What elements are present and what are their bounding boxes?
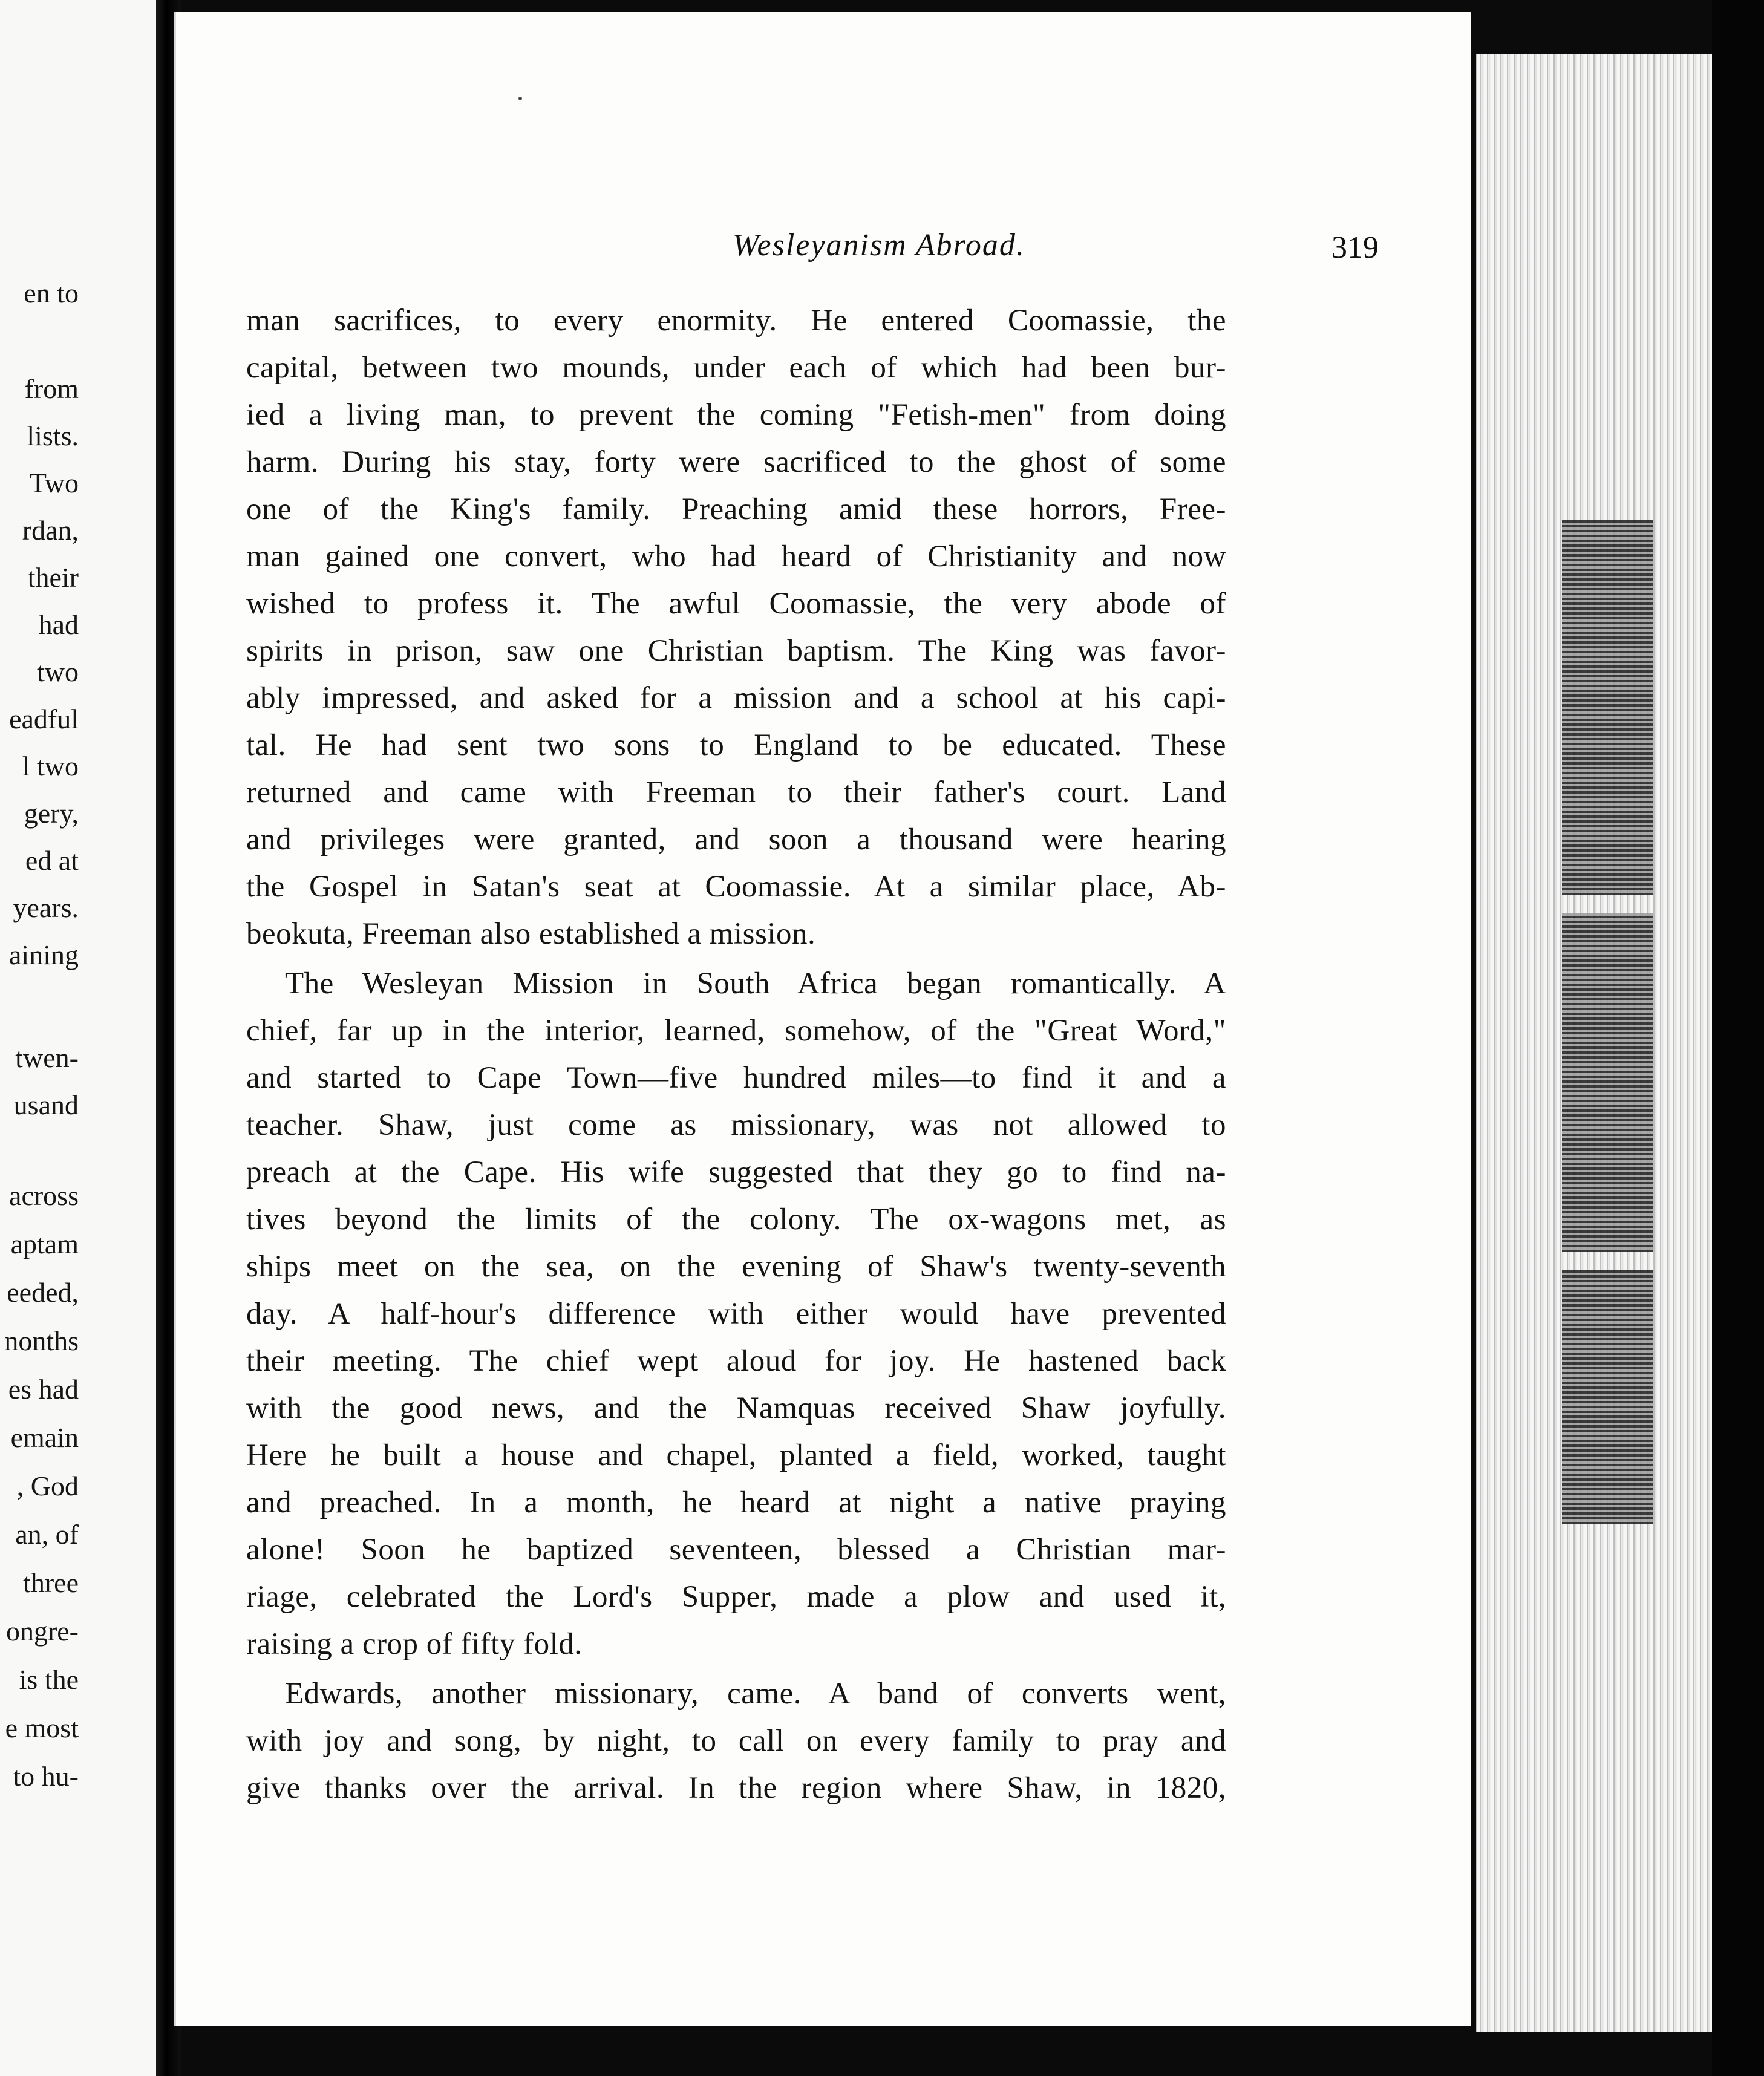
book-fore-edge [1476, 54, 1713, 2032]
body-line: day. A half-hour's difference with either would have prevented [246, 1297, 1226, 1331]
body-line: and preached. In a month, he heard at night a native praying [246, 1486, 1226, 1519]
left-page-line: their [27, 562, 79, 593]
body-line: man gained one convert, who had heard of Christianity and now [246, 540, 1226, 573]
page-number: 319 [1331, 230, 1379, 265]
body-line: riage, celebrated the Lord's Supper, made a plow and used it, [246, 1580, 1226, 1614]
left-page-line: ed at [25, 845, 79, 876]
left-page-line: gery, [24, 798, 79, 829]
body-line: Here he built a house and chapel, planted a field, worked, taught [246, 1438, 1226, 1472]
left-page-line: an, of [15, 1519, 79, 1550]
left-page-line: es had [8, 1374, 79, 1405]
body-line: the Gospel in Satan's seat at Coomassie. At a similar place, Ab- [246, 870, 1226, 904]
body-line: spirits in prison, saw one Christian baptism. The King was favor- [246, 634, 1226, 668]
left-page-line: across [9, 1180, 79, 1211]
left-page-line: nonths [4, 1325, 79, 1356]
body-line: ied a living man, to prevent the coming "Fetish-men" from doing [246, 398, 1226, 432]
body-line: tal. He had sent two sons to England to be educated. These [246, 728, 1226, 762]
body-line: man sacrifices, to every enormity. He entered Coomassie, the [246, 304, 1226, 338]
left-page-line: eadful [9, 703, 79, 734]
left-page-line: twen- [15, 1042, 79, 1073]
body-line: harm. During his stay, forty were sacrificed to the ghost of some [246, 445, 1226, 479]
left-page-line: had [38, 609, 79, 640]
body-line: one of the King's family. Preaching amid these horrors, Free- [246, 492, 1226, 526]
left-facing-page [0, 0, 156, 2076]
left-page-line: to hu- [13, 1761, 79, 1792]
left-page-line: years. [13, 892, 79, 923]
left-page-line: three [23, 1567, 79, 1598]
body-line: wished to profess it. The awful Coomassie, the very abode of [246, 587, 1226, 621]
body-line: beokuta, Freeman also established a mission. [246, 917, 816, 951]
library-stamp-mark [1562, 520, 1653, 895]
body-line: and privileges were granted, and soon a thousand were hearing [246, 823, 1226, 857]
speck-mark [518, 97, 522, 100]
left-page-line: rdan, [22, 515, 79, 546]
left-page-line: emain [10, 1422, 79, 1453]
body-line: alone! Soon he baptized seventeen, blessed a Christian mar- [246, 1533, 1226, 1567]
left-page-line: two [37, 656, 79, 687]
body-line: give thanks over the arrival. In the region where Shaw, in 1820, [246, 1771, 1226, 1805]
scan-background [1712, 0, 1764, 2076]
paragraph-first-line: Edwards, another missionary, came. A band of converts went, [285, 1677, 1226, 1711]
body-line: ships meet on the sea, on the evening of Shaw's twenty-seventh [246, 1250, 1226, 1284]
paragraph-first-line: The Wesleyan Mission in South Africa began romantically. A [285, 967, 1226, 1000]
body-line: and started to Cape Town—five hundred miles—to find it and a [246, 1061, 1226, 1095]
body-line: preach at the Cape. His wife suggested that they go to find na- [246, 1155, 1226, 1189]
left-page-line: e most [5, 1712, 79, 1743]
left-page-line: from [24, 373, 79, 404]
body-line: raising a crop of fifty fold. [246, 1627, 583, 1661]
body-line: teacher. Shaw, just come as missionary, was not allowed to [246, 1108, 1226, 1142]
left-page-line: Two [29, 468, 79, 498]
left-page-line: is the [19, 1664, 79, 1695]
left-page-line: aptam [10, 1229, 79, 1259]
left-page-line: usand [13, 1089, 79, 1120]
library-stamp-mark [1562, 1270, 1653, 1524]
left-page-line: ongre- [5, 1616, 79, 1647]
left-page-line: en to [24, 278, 79, 308]
running-head: Wesleyanism Abroad. [733, 228, 1025, 263]
book-page [174, 12, 1471, 2026]
left-page-line: aining [9, 939, 79, 970]
body-line: tives beyond the limits of the colony. The ox-wagons met, as [246, 1203, 1226, 1236]
left-page-line: , God [16, 1470, 79, 1501]
left-page-line: eeded, [7, 1277, 79, 1308]
body-line: capital, between two mounds, under each of which had been bur- [246, 351, 1226, 385]
body-line: ably impressed, and asked for a mission and a school at his capi- [246, 681, 1226, 715]
body-line: their meeting. The chief wept aloud for joy. He hastened back [246, 1344, 1226, 1378]
left-page-line: l two [22, 751, 79, 782]
body-line: with the good news, and the Namquas received Shaw joyfully. [246, 1391, 1226, 1425]
left-page-line: lists. [27, 420, 79, 451]
library-stamp-mark [1562, 913, 1653, 1252]
body-line: with joy and song, by night, to call on every family to pray and [246, 1724, 1226, 1758]
body-line: returned and came with Freeman to their father's court. Land [246, 775, 1226, 809]
body-line: chief, far up in the interior, learned, somehow, of the "Great Word," [246, 1014, 1226, 1048]
